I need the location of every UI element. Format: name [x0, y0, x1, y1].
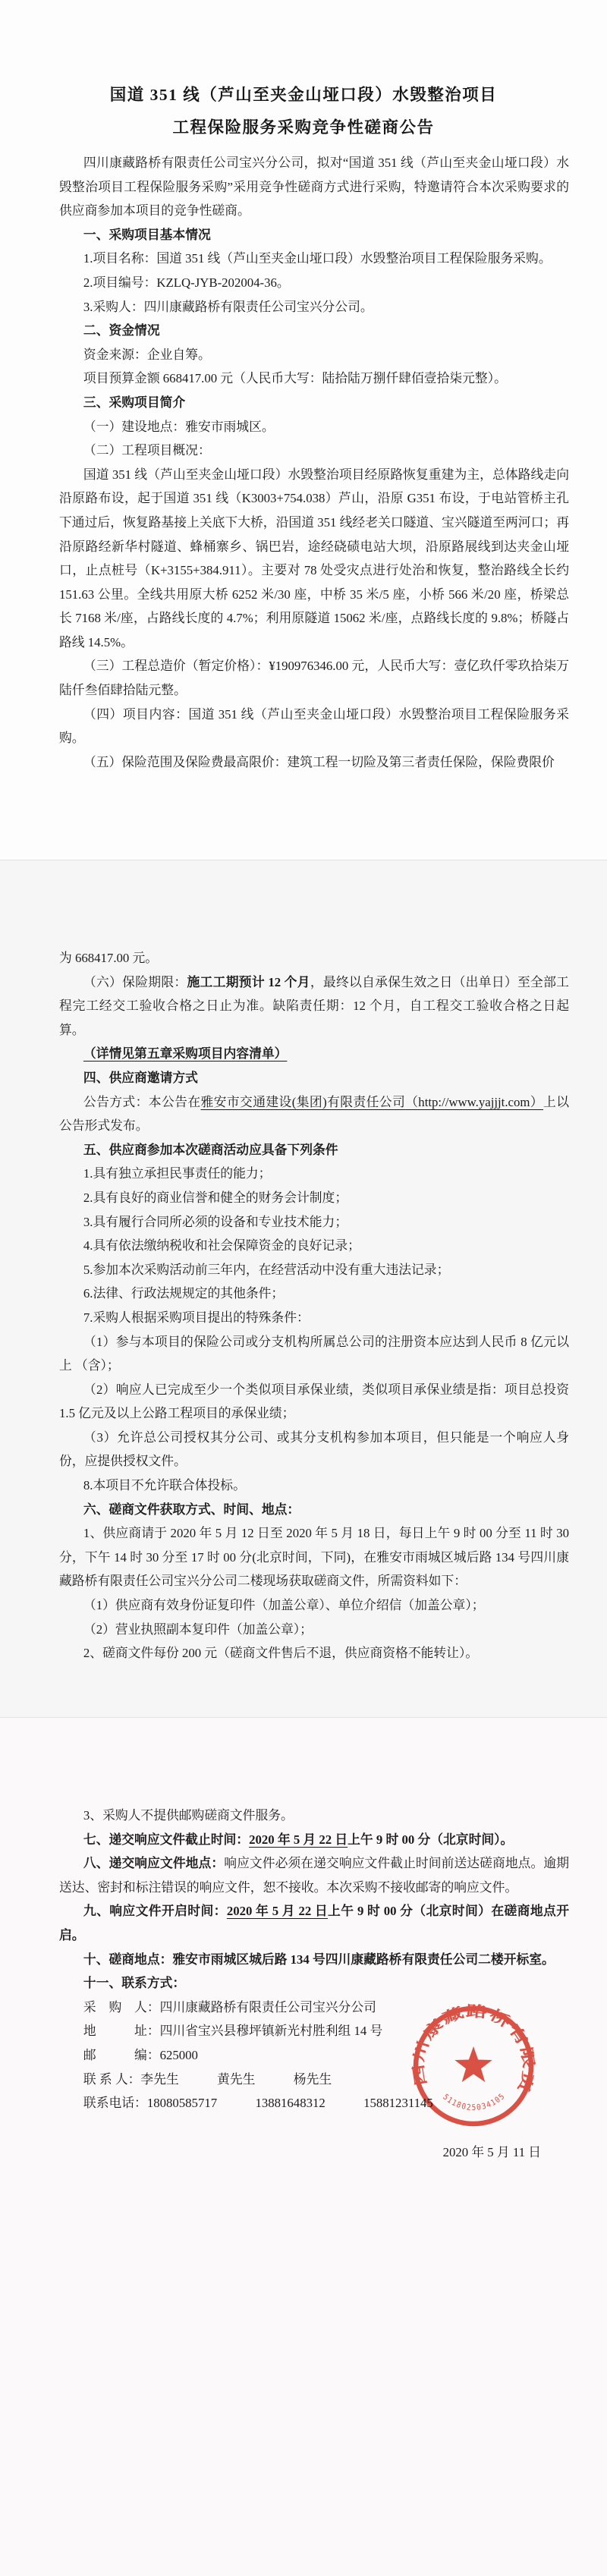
insurance-period-duration: 施工工期预计 12 个月 [187, 974, 310, 989]
project-content: （四）项目内容：国道 351 线（芦山至夹金山垭口段）水毁整治项目工程保险服务采购。 [59, 706, 569, 746]
item-purchaser: 3.采购人：四川康藏路桥有限责任公司宝兴分公司。 [83, 299, 373, 314]
condition-7-1: （1）参与本项目的保险公司或分支机构所属总公司的注册资本应达到人民币 8 亿元以上 （含）； [59, 1334, 569, 1373]
doc-obtain-2: 2、磋商文件每份 200 元（磋商文件售后不退，供应商资格不能转让）。 [83, 1646, 479, 1661]
document-title [0, 0, 607, 144]
page-2-body [0, 860, 607, 1665]
announcement-method [59, 1090, 569, 1138]
section-7-label: 七、递交响应文件截止时间： [83, 1832, 250, 1847]
condition-5: 5.参加本次采购活动前三年内，在经营活动中没有重大违法记录； [83, 1262, 450, 1277]
section-8-location [59, 1851, 569, 1899]
section-7-rest: 上午 9 时 00 分（北京时间）。 [348, 1832, 514, 1847]
insurance-period-rest: ，最终以自承保生效之日（出单日）至全部工程完工经交工验收合格之日止为准。缺陷责任期：12 个月，自工程交工验收合格之日起算。 [59, 974, 569, 1037]
contact-zip: 邮 编：625000 [83, 2047, 198, 2062]
condition-1: 1.具有独立承担民事责任的能力； [83, 1166, 272, 1181]
section-8-text: 响应文件必须在递交响应文件截止时间前送达磋商地点。逾期送达、密封和标注错误的响应文件，恕不接收。本次采购不接收邮寄的响应文件。 [59, 1856, 569, 1895]
page-1-body [0, 151, 607, 774]
section-11-heading: 十一、联系方式： [83, 1976, 186, 1991]
detail-note [59, 1042, 569, 1066]
seal-number: 5118025034105 [441, 2090, 508, 2113]
section-4-heading: 四、供应商邀请方式 [83, 1070, 198, 1085]
section-3-heading: 三、采购项目简介 [83, 395, 186, 410]
condition-8: 8.本项目不允许联合体投标。 [83, 1478, 246, 1493]
project-budget: 项目预算金额 668417.00 元（人民币大写：陆拾陆万捌仟肆佰壹拾柒元整）。 [83, 371, 507, 386]
section-7-date: 2020 年 5 月 22 日 [249, 1832, 348, 1847]
item-project-number: 2.项目编号：KZLQ-JYB-202004-36。 [83, 275, 290, 290]
condition-7-3: （3）允许总公司授权其分公司、或其分支机构参加本项目，但只能是一个响应人身份，应提供授权文件。 [59, 1430, 569, 1469]
section-9-date: 2020 年 5 月 22 日 [226, 1904, 329, 1919]
contact-person: 联 系 人：李先生 黄先生 杨先生 [83, 2071, 332, 2087]
announcement-suffix: 上以公告形式发布。 [59, 1094, 569, 1134]
page-1 [0, 0, 607, 860]
page-2 [0, 860, 607, 1717]
insurance-limit-continued: 为 668417.00 元。 [59, 951, 159, 965]
construction-location: （一）建设地点：雅安市雨城区。 [83, 419, 275, 434]
condition-7-2: （2）响应人已完成至少一个类似项目承保业绩，类似项目承保业绩是指：项目总投资 1.5 亿元及以上公路工程项目的承保业绩； [59, 1382, 569, 1421]
insurance-scope: （五）保险范围及保险费最高限价：建筑工程一切险及第三者责任保险，保险费限价 [83, 754, 555, 769]
project-overview: 国道 351 线（芦山至夹金山垭口段）水毁整治项目经原路恢复重建为主，总体路线走向沿原路布设，起于国道 351 线（K3003+754.038）芦山，沿原 G351 布设，于电站管桥主孔下通过后，恢复路基接上关底下大桥，沿国道 351 线经老关口隧道、宝兴隧道至两河口；再沿原路经新华村隧道、蜂桶寨乡、锅巴岩，途经硗碛电站大坝，沿原路展线到达夹金山垭口，止点桩号（K+3155+384.911）。主要对 78 处受灾点进行处治和恢复，整治路线全长约 151.63 公里。全线共用原大桥 6252 米/30 座，中桥 35 米/5 座，小桥 566 米/20 座，桥梁总长 7168 米/座，占路线长度的 4.7%；利用原隧道 15062 米/座，点路线长度的 9.8%；桥隧占路线 14.5%。 [59, 467, 569, 650]
total-cost: （三）工程总造价（暂定价格）：¥190976346.00 元，人民币大写：壹亿玖仟零玖拾柒万陆仟叁佰肆拾陆元整。 [59, 659, 569, 698]
doc-obtain-1-2: （2）营业执照副本复印件（加盖公章）； [83, 1621, 313, 1637]
condition-3: 3.具有履行合同所必须的设备和专业技术能力； [83, 1214, 348, 1229]
funds-source: 资金来源：企业自筹。 [83, 347, 211, 362]
section-6-heading: 六、磋商文件获取方式、时间、地点： [83, 1502, 300, 1517]
section-7-deadline [59, 1828, 569, 1852]
project-overview-heading: （二）工程项目概况： [83, 443, 211, 458]
section-1-heading: 一、采购项目基本情况 [83, 227, 211, 242]
page-3-body [0, 1718, 607, 2164]
issue-date: 2020 年 5 月 11 日 [442, 2144, 541, 2159]
doc-obtain-1: 1、供应商请于 2020 年 5 月 12 日至 2020 年 5 月 18 日，每日上午 9 时 00 分至 11 时 30 分，下午 14 时 30 分至 17 时 00 分(北京时间，下同)，在雅安市雨城区城后路 134 号四川康藏路桥有限责任公司宝兴分公司二楼现场获取磋商文件，所需资料如下： [59, 1526, 569, 1589]
announcement-prefix: 公告方式：本公告在 [83, 1094, 201, 1109]
announcement-org: 雅安市交通建设(集团)有限责任公司 [200, 1094, 406, 1109]
announcement-url: （http://www.yajjjt.com） [405, 1094, 544, 1109]
section-2-heading: 二、资金情况 [83, 323, 160, 338]
intro-paragraph: 四川康藏路桥有限责任公司宝兴分公司，拟对“国道 351 线（芦山至夹金山垭口段）水毁整治项目工程保险服务采购”采用竞争性磋商方式进行采购，特邀请符合本次采购要求的供应商参加本项目的竞争性磋商。 [59, 156, 569, 219]
doc-obtain-3: 3、采购人不提供邮购磋商文件服务。 [83, 1808, 294, 1823]
section-9-label: 九、响应文件开启时间： [83, 1904, 227, 1919]
condition-7: 7.采购人根据采购项目提出的特殊条件： [83, 1310, 310, 1325]
insurance-period [59, 970, 569, 1043]
section-9-opening [59, 1899, 569, 1947]
item-project-name: 1.项目名称：国道 351 线（芦山至夹金山垭口段）水毁整治项目工程保险服务采购。 [83, 251, 552, 266]
contact-buyer: 采 购 人：四川康藏路桥有限责任公司宝兴分公司 [83, 1999, 376, 2015]
condition-6: 6.法律、行政法规规定的其他条件； [83, 1286, 285, 1301]
section-9-rest: 上午 9 时 00 分（北京时间）在磋商地点开启。 [59, 1904, 569, 1942]
contact-address: 地 址：四川省宝兴县穆坪镇新光村胜利组 14 号 [83, 2024, 383, 2039]
section-8-label: 八、递交响应文件地点： [83, 1856, 225, 1871]
seal-company-name: 四川康藏路桥有限责任公司 [410, 2003, 536, 2089]
document-title-line-2: 工程保险服务采购竞争性磋商公告 [172, 118, 435, 137]
detail-note-text: （详情见第五章采购项目内容清单） [83, 1046, 288, 1062]
condition-4: 4.具有依法缴纳税收和社会保障资金的良好记录； [83, 1238, 360, 1253]
insurance-period-label: （六）保险期限： [83, 974, 187, 989]
section-5-heading: 五、供应商参加本次磋商活动应具备下列条件 [83, 1142, 338, 1157]
doc-obtain-1-1: （1）供应商有效身份证复印件（加盖公章）、单位介绍信（加盖公章）； [83, 1598, 485, 1613]
contact-phone: 联系电话：18080585717 13881648312 15881231145 [83, 2096, 433, 2111]
document-title-line-1: 国道 351 线（芦山至夹金山垭口段）水毁整治项目 [109, 86, 498, 104]
condition-2: 2.具有良好的商业信誉和健全的财务会计制度； [83, 1190, 348, 1205]
section-10-venue: 十、磋商地点：雅安市雨城区城后路 134 号四川康藏路桥有限责任公司二楼开标室。 [83, 1952, 555, 1967]
page-3 [0, 1717, 607, 2576]
